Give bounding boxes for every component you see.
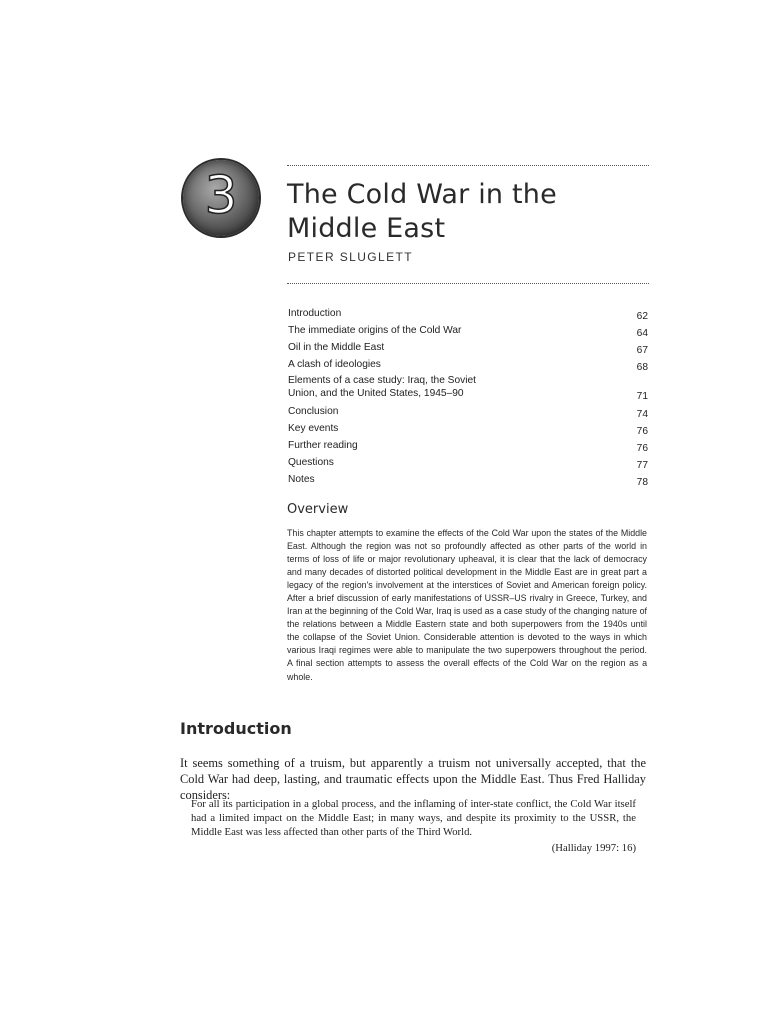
- toc-item-label: Conclusion: [288, 406, 339, 417]
- chapter-title: [287, 178, 557, 246]
- toc-item-page: 64: [636, 328, 648, 339]
- toc-item: [288, 471, 648, 488]
- toc-item-page: 62: [636, 311, 648, 322]
- chapter-title-line-2: Middle East: [287, 213, 446, 244]
- bottom-dotted-rule: [287, 283, 649, 284]
- toc-item-page: 76: [636, 443, 648, 454]
- chapter-number-badge: [183, 160, 259, 236]
- toc-item: [288, 374, 648, 400]
- toc-item: [288, 305, 648, 322]
- toc-item: [288, 437, 648, 454]
- toc-item-label: Elements of a case study: Iraq, the Soviet Union, and the United States, 1945–90: [288, 375, 477, 399]
- introduction-paragraph: It seems something of a truism, but apparently a truism not universally accepted, that the Cold War had deep, lasting, and traumatic effects upon the Middle East. Thus Fred Halliday considers:: [180, 756, 646, 802]
- toc-item-label: Introduction: [288, 308, 342, 319]
- introduction-heading: Introduction: [180, 719, 292, 738]
- toc-item-label: The immediate origins of the Cold War: [288, 325, 462, 336]
- toc-item-label: Questions: [288, 457, 334, 468]
- toc-item-page: 67: [636, 345, 648, 356]
- quote-text: For all its participation in a global process, and the inflaming of inter-state conflict, the Cold War itself had a limited impact on the Middle East; in many ways, and despite its proximity to the USSR, the Middle East was less affected than other parts of the Third World.: [191, 798, 636, 839]
- toc-item: [288, 420, 648, 437]
- chapter-author: PETER SLUGLETT: [288, 250, 413, 264]
- overview-text: This chapter attempts to examine the effects of the Cold War upon the states of the Middle East. Although the region was not so profoundly affected as other parts of the world in terms of loss of life or major revolutionary upheaval, it is clear that the lack of democracy and many decades of distorted political development in the Middle East are in great part a legacy of the region's involvement at the interstices of Soviet and American foreign policy. After a brief discussion of early manifestations of USSR–US rivalry in Greece, Turkey, and Iran at the beginning of the Cold War, Iraq is used as a case study of the changing nature of the relations between a Middle Eastern state and both superpowers from the 1940s until the collapse of the Soviet Union. Considerable attention is devoted to the ways in which various Iraqi regimes were able to manipulate the two superpowers throughout the period. A final section attempts to assess the overall effects of the Cold War on the region as a whole.: [287, 528, 647, 682]
- toc-item-page: 78: [636, 477, 648, 488]
- toc-item-page: 76: [636, 426, 648, 437]
- toc-item-page: 71: [636, 391, 648, 402]
- toc-item-page: 77: [636, 460, 648, 471]
- toc-item: [288, 356, 648, 373]
- toc-item: [288, 454, 648, 471]
- chapter-title-line-1: The Cold War in the: [287, 179, 557, 210]
- overview-heading: Overview: [287, 502, 349, 517]
- toc-item: [288, 322, 648, 339]
- toc-item-label: Further reading: [288, 440, 358, 451]
- toc-item-page: 68: [636, 362, 648, 373]
- toc-item-label: Oil in the Middle East: [288, 342, 385, 353]
- quote-citation: (Halliday 1997: 16): [551, 841, 636, 854]
- chapter-number: 3: [204, 166, 238, 226]
- toc-item-label: A clash of ideologies: [288, 359, 381, 370]
- toc-item-page: 74: [636, 409, 648, 420]
- toc-item: [288, 339, 648, 356]
- toc-item-label: Notes: [288, 474, 315, 485]
- toc-item: [288, 403, 648, 420]
- top-dotted-rule: [287, 165, 649, 166]
- block-quote: [191, 797, 636, 854]
- toc-item-label: Key events: [288, 423, 339, 434]
- table-of-contents: [288, 305, 648, 488]
